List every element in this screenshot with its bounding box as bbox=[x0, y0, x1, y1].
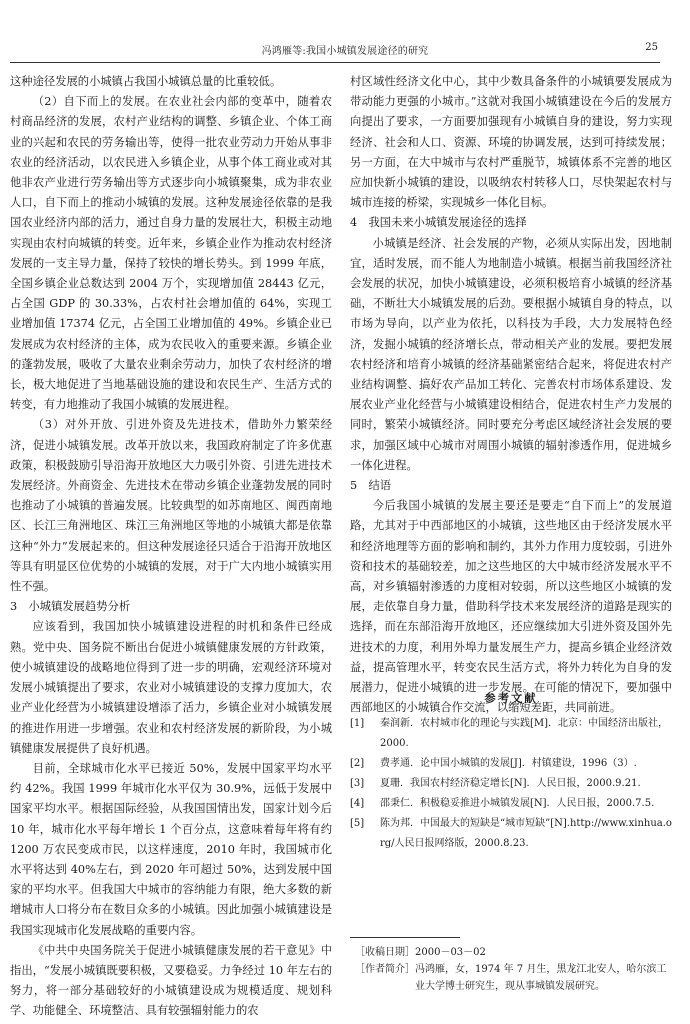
reference-text: 费孝通．论中国小城镇的发展[J]．村镇建设，1996（3）. bbox=[380, 758, 637, 769]
reference-number: [2] bbox=[350, 758, 365, 769]
paragraph: 应该看到，我国加快小城镇建设进程的时机和条件已经成熟。党中央、国务院不断出台促进小城镇健康发展的方针政策，使小城镇建设的战略地位得到了进一步的明确，宏观经济环境对发展小城镇提出了要求，农业对小城镇建设的支撑力度加大，农业产业化经营为小城镇建设增添了活力，乡镇企业对小城镇发展的推进作用进一步增强。农业和农村经济发展的新阶段，为小城镇健康发展提供了良好机遇。 bbox=[10, 620, 332, 755]
reference-list bbox=[350, 714, 672, 854]
section-heading: 4 我国未来小城镇发展途径的选择 bbox=[350, 216, 527, 230]
paragraph: 小城镇是经济、社会发展的产物，必须从实际出发，因地制宜，适时发展，而不能人为地制造小城镇。根据当前我国经济社会发展的状况，加快小城镇建设，必须积极培育小城镇的经济基础，不断壮大小城镇发展的后劲。要根据小城镇自身的特点，以市场为导向，以产业为依托，以科技为手段，大力发展特色经济，发掘小城镇的经济增长点，带动相关产业的发展。要把发展农村经济和培育小城镇的经济基础紧密结合起来，将促进农村产业结构调整、搞好农产品加工转化、完善农村市场体系建设、发展农业产业化经营与小城镇建设相结合，促进农村生产力发展的同时，繁荣小城镇经济。同时要充分考虑区域经济社会发展的要求，加强区域中心城市对周围小城镇的辐射渗透作用，促进城乡一体化进程。 bbox=[350, 236, 672, 472]
reference-text: 夏珊．我国农村经济稳定增长[N]．人民日报，2000.9.21. bbox=[380, 778, 641, 789]
footnote bbox=[355, 944, 673, 995]
reference-text: 秦润新．农村城市化的理论与实践[M]．北京：中国经济出版社，2000. bbox=[380, 718, 669, 749]
reference-item bbox=[350, 774, 672, 794]
section-heading: 3 小城镇发展趋势分析 bbox=[10, 600, 131, 614]
paragraph: 村区域性经济文化中心，其中少数具备条件的小城镇要发展成为带动能力更强的小城市。”这就对我国小城镇建设在今后的发展方向提出了要求，一方面要加强现有小城镇自身的建设，努力实现经济、社会和人口、资源、环境的协调发展，达到可持续发展；另一方面，在大中城市与农村严重脱节，城镇体系不完善的地区应加快新小城镇的建设，以吸纳农村转移人口，尽快架起农村与城市连接的桥梁，实现城乡一体化目标。 bbox=[350, 75, 672, 210]
reference-item bbox=[350, 714, 672, 754]
author-label: ［作者简介］ bbox=[355, 964, 415, 975]
paragraph: 《中共中央国务院关于促进小城镇健康发展的若干意见》中指出，“发展小城镇既要积极，又要稳妥。力争经过 10 年左右的努力，将一部分基础较好的小城镇建设成为规模适度、规划科学、功能健全、环境整洁、具有较强辐射能力的农 bbox=[10, 943, 332, 1018]
running-title: 冯鸿雁等:我国小城镇发展途径的研究 bbox=[261, 46, 429, 57]
paragraph: 今后我国小城镇的发展主要还是要走“自下而上”的发展道路，尤其对于中西部地区的小城镇，这些地区由于经济发展水平和经济地理等方面的影响和制约，其外力作用力度较弱，引进外资和技术的基础较差，加之这些地区的大中城市经济发展水平不高，对乡镇辐射渗透的力度相对较弱，所以这些地区小城镇的发展，走依靠自身力量，借助科学技术来发展经济的道路是现实的选择，而在东部沿海开放地区，还应继续加大引进外资及国外先进技术的力度，利用外埠力量发展生产力，提高乡镇企业经济效益，提高管理水平，转变农民生活方式，将外力转化为自身的发展潜力，促进小城镇的进一步发展。在可能的情况下，要加强中西部地区的小城镇合作交流，以缩短差距，共同前进。 bbox=[350, 499, 672, 715]
reference-text: 邵秉仁．积极稳妥推进小城镇发展[N]．人民日报，2000.7.5. bbox=[380, 798, 655, 809]
author-value: 冯鸿雁，女，1974 年 7 月生，黑龙江北安人，哈尔滨工业大学博士研究生，现从事城镇发展研究。 bbox=[415, 964, 667, 992]
reference-item bbox=[350, 754, 672, 774]
received-date bbox=[355, 944, 673, 961]
received-value: 2000－03－02 bbox=[415, 947, 486, 958]
references bbox=[350, 688, 672, 854]
page-header bbox=[0, 42, 690, 58]
footnote-rule bbox=[350, 937, 460, 938]
received-label: ［收稿日期］ bbox=[355, 947, 415, 958]
references-title: 参考文献 bbox=[484, 691, 538, 705]
header-rule bbox=[10, 62, 660, 63]
reference-number: [5] bbox=[350, 818, 365, 829]
reference-number: [3] bbox=[350, 778, 365, 789]
paragraph: 这种途径发展的小城镇占我国小城镇总量的比重较低。 bbox=[10, 75, 282, 88]
page-number: 25 bbox=[645, 42, 658, 53]
reference-number: [4] bbox=[350, 798, 365, 809]
reference-text: 陈为邦．中国最大的短缺是“城市短缺”[N].http://www.xinhua.org/人民日报网络版，2000.8.23. bbox=[380, 818, 672, 849]
section-heading: 5 结语 bbox=[350, 479, 392, 493]
paragraph: （3）对外开放、引进外资及先进技术，借助外力繁荣经济，促进小城镇发展。改革开放以来，我国政府制定了许多优惠政策，积极鼓励引导沿海开放地区大力吸引外资、引进先进技术发展经济。外商资金、先进技术在带动乡镇企业蓬勃发展的同时也推动了小城镇的普遍发展。比较典型的如苏南地区、闽西南地区、长江三角洲地区、珠江三角洲地区等地的小城镇大都是依靠这种“外力”发展起来的。但这种发展途径只适合于沿海开放地区等具有明显区位优势的小城镇的发展，对于广大内地小城镇实用性不强。 bbox=[10, 418, 332, 594]
author-bio bbox=[355, 961, 673, 995]
paragraph: 目前，全球城市化水平已接近 50%，发展中国家平均水平约 42%。我国 1999 年城市化水平仅为 30.9%，远低于发展中国家平均水平。根据国际经验，从我国国情出发，国家计划今后 10 年，城市化水平每年增长 1 个百分点，这意味着每年将有约 1200 万农民变成市民，以这样速度，2010 年时，我国城市化水平将达到 40%左右，到 2020 年可超过 50%，达到发展中国家的平均水平。但我国大中城市的容纳能力有限，绝大多数的新增城市人口将分布在数目众多的小城镇。因此加强小城镇建设是我国实现城市化发展战略的重要内容。 bbox=[10, 761, 332, 937]
reference-item bbox=[350, 814, 672, 854]
left-column bbox=[10, 72, 332, 1017]
reference-item bbox=[350, 794, 672, 814]
paragraph: （2）自下而上的发展。在农业社会内部的变革中，随着农村商品经济的发展，农村产业结构的调整、乡镇企业、个体工商业的兴起和农民的劳务输出等，使得一批农业劳动力开始从事非农业的经济活动，以农民进入乡镇企业，从事个体工商业或对其他非农产业进行劳务输出等方式逐步向小城镇聚集，成为非农业人口，自下而上的推动小城镇的发展。这种发展途径依靠的是我国农业经济内部的活力，通过自身力量的发展壮大，积极主动地实现由农村向城镇的转变。近年来，乡镇企业作为推动农村经济发展的一支主导力量，保持了较快的增长势头。到 1999 年底，全国乡镇企业总数达到 2004 万个，实现增加值 28443 亿元，占全国 GDP 的 30.33%，占农村社会增加值的 64%，实现工业增加值 17374 亿元，占全国工业增加值的 49%。乡镇企业已发展成为农村经济的主体，成为农民收入的重要来源。乡镇企业的蓬勃发展，吸收了大量农业剩余劳动力，加快了农村经济的增长，极大地促进了当地基础设施的建设和农民生产、生活方式的转变，有力地推动了我国小城镇的发展进程。 bbox=[10, 95, 332, 412]
reference-number: [1] bbox=[350, 718, 365, 729]
